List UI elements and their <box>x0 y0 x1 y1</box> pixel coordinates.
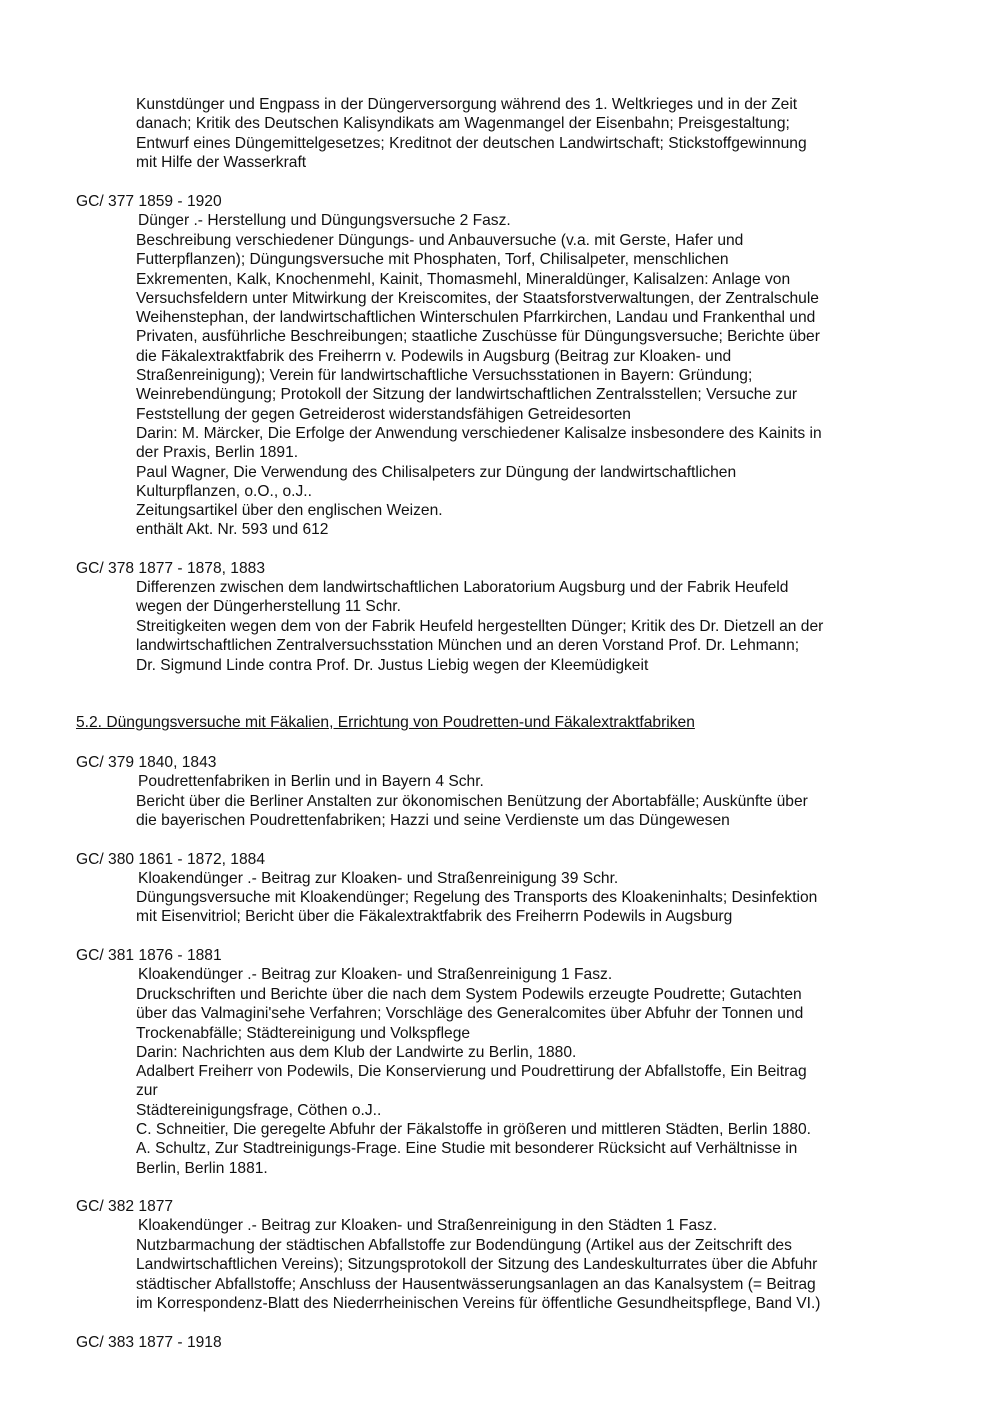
text-line: wegen der Düngerherstellung 11 Schr. <box>136 598 401 616</box>
text-line: mit Eisenvitriol; Bericht über die Fäkalextraktfabrik des Freiherrn Podewils in Augsburg <box>136 908 733 926</box>
text-line: Darin: M. Märcker, Die Erfolge der Anwendung verschiedener Kalisalze insbesondere des Kainits in <box>136 424 822 442</box>
text-line: der Praxis, Berlin 1891. <box>136 444 299 462</box>
text-line: A. Schultz, Zur Stadtreinigungs-Frage. Eine Studie mit besonderer Rücksicht auf Verhältnisse in <box>136 1140 798 1158</box>
entry-signature: GC/ 381 1876 - 1881 <box>76 947 222 964</box>
entry-title: Dünger .- Herstellung und Düngungsversuche 2 Fasz. <box>138 212 511 229</box>
text-line: Beschreibung verschiedener Düngungs- und Anbauversuche (v.a. mit Gerste, Hafer und <box>136 232 744 249</box>
text-line: im Korrespondenz-Blatt des Niederrheinischen Vereins für öffentliche Gesundheitspflege, Band VI.) <box>136 1294 821 1312</box>
text-line: Paul Wagner, Die Verwendung des Chilisalpeters zur Düngung der landwirtschaftlichen <box>136 463 737 481</box>
text-line: Versuchsfeldern unter Mitwirkung der Kreiscomites, der Staatsforstverwaltungen, der Zentralschule <box>136 289 819 307</box>
entry-signature: GC/ 378 1877 - 1878, 1883 <box>76 560 265 577</box>
entry-description <box>136 985 896 1178</box>
entry-signature: GC/ 377 1859 - 1920 <box>76 193 222 210</box>
entry-signature: GC/ 383 1877 - 1918 <box>76 1334 222 1351</box>
text-line: über das Valmagini'sehe Verfahren; Vorschläge des Generalcomites über Abfuhr der Tonnen und <box>136 1005 804 1023</box>
text-line: landwirtschaftlichen Zentralversuchsstation München und an deren Vorstand Prof. Dr. Lehmann; <box>136 637 800 655</box>
text-line: Städtereinigungsfrage, Cöthen o.J.. <box>136 1101 382 1119</box>
text-line: Exkrementen, Kalk, Knochenmehl, Kainit, Thomasmehl, Mineraldünger, Kalisalzen: Anlage von <box>136 270 791 288</box>
text-line: Straßenreinigung); Verein für landwirtschaftliche Versuchsstationen in Bayern: Gründung; <box>136 367 753 385</box>
text-line: Kulturpflanzen, o.O., o.J.. <box>136 482 312 500</box>
text-line: Kunstdünger und Engpass in der Düngerversorgung während des 1. Weltkrieges und in der Zeit <box>136 96 798 113</box>
entry-description <box>136 888 896 927</box>
text-line: Dr. Sigmund Linde contra Prof. Dr. Justus Liebig wegen der Kleemüdigkeit <box>136 656 649 674</box>
text-line: die bayerischen Poudrettenfabriken; Hazzi und seine Verdienste um das Düngewesen <box>136 812 730 830</box>
text-line: Differenzen zwischen dem landwirtschaftlichen Laboratorium Augsburg und der Fabrik Heufeld <box>136 579 789 596</box>
text-line: Weihenstephan, der landwirtschaftlichen Winterschulen Pfarrkirchen, Landau und Frankenthal und <box>136 309 816 327</box>
entry-title: Kloakendünger .- Beitrag zur Kloaken- und Straßenreinigung 39 Schr. <box>138 870 619 887</box>
text-line: Düngungsversuche mit Kloakendünger; Regelung des Transports des Kloakeninhalts; Desinfektion <box>136 889 818 906</box>
entry-description <box>136 1236 896 1313</box>
text-line: zur <box>136 1082 158 1100</box>
text-line: städtischer Abfallstoffe; Anschluss der Hausentwässerungsanlagen an das Kanalsystem (= Beitrag <box>136 1275 816 1293</box>
entry-title <box>136 578 896 617</box>
text-line: C. Schneitier, Die geregelte Abfuhr der Fäkalstoffe in größeren und mittleren Städten, Berlin 1880. <box>136 1121 811 1139</box>
text-line: Weinrebendüngung; Protokoll der Sitzung der landwirtschaftlichen Zentralsstellen; Versuche zur <box>136 386 798 404</box>
entry-signature: GC/ 382 1877 <box>76 1198 174 1215</box>
entry-signature: GC/ 379 1840, 1843 <box>76 754 217 771</box>
text-line: Bericht über die Berliner Anstalten zur ökonomischen Benützung der Abortabfälle; Auskünfte über <box>136 793 808 810</box>
entry-description <box>136 617 896 675</box>
text-line: Privaten, ausführliche Beschreibungen; staatliche Zuschüsse für Düngungsversuche; Berichte über <box>136 328 820 346</box>
text-line: enthält Akt. Nr. 593 und 612 <box>136 521 329 539</box>
text-line: Futterpflanzen); Düngungsversuche mit Phosphaten, Torf, Chilisalpeter, menschlichen <box>136 251 729 269</box>
text-line: die Fäkalextraktfabrik des Freiherrn v. Podewils in Augsburg (Beitrag zur Kloaken- und <box>136 347 732 365</box>
text-line: Feststellung der gegen Getreiderost widerstandsfähigen Getreidesorten <box>136 405 631 423</box>
text-line: Landwirtschaftlichen Vereins); Sitzungsprotokoll der Sitzung des Landeskulturrates über die Abfuhr <box>136 1256 818 1274</box>
section-heading: 5.2. Düngungsversuche mit Fäkalien, Errichtung von Poudretten-und Fäkalextraktfabriken <box>76 714 695 731</box>
text-line: Darin: Nachrichten aus dem Klub der Landwirte zu Berlin, 1880. <box>136 1043 577 1061</box>
text-line: Zeitungsartikel über den englischen Weizen. <box>136 502 443 520</box>
text-line: Nutzbarmachung der städtischen Abfallstoffe zur Bodendüngung (Artikel aus der Zeitschrift des <box>136 1237 792 1254</box>
entry-description <box>136 792 896 831</box>
text-line: danach; Kritik des Deutschen Kalisyndikats am Wagenmangel der Eisenbahn; Preisgestaltung; <box>136 115 790 133</box>
text-line: Adalbert Freiherr von Podewils, Die Konservierung und Poudrettirung der Abfallstoffe, Ein Beitrag <box>136 1063 807 1081</box>
text-line: Berlin, Berlin 1881. <box>136 1159 268 1177</box>
text-line: mit Hilfe der Wasserkraft <box>136 153 307 171</box>
text-line: Streitigkeiten wegen dem von der Fabrik Heufeld hergestellten Dünger; Kritik des Dr. Dietzell an der <box>136 618 824 635</box>
text-line: Entwurf eines Düngemittelgesetzes; Kreditnot der deutschen Landwirtschaft; Stickstoffgewinnung <box>136 134 807 152</box>
entry-title: Kloakendünger .- Beitrag zur Kloaken- und Straßenreinigung in den Städten 1 Fasz. <box>138 1217 718 1234</box>
text-line: Trockenabfälle; Städtereinigung und Volkspflege <box>136 1024 471 1042</box>
entry-title: Poudrettenfabriken in Berlin und in Bayern 4 Schr. <box>138 773 484 790</box>
entry-signature: GC/ 380 1861 - 1872, 1884 <box>76 851 265 868</box>
entry-title: Kloakendünger .- Beitrag zur Kloaken- und Straßenreinigung 1 Fasz. <box>138 966 613 983</box>
intro-paragraph <box>136 95 896 172</box>
entry-description <box>136 231 896 540</box>
text-line: Druckschriften und Berichte über die nach dem System Podewils erzeugte Poudrette; Gutachten <box>136 986 802 1003</box>
